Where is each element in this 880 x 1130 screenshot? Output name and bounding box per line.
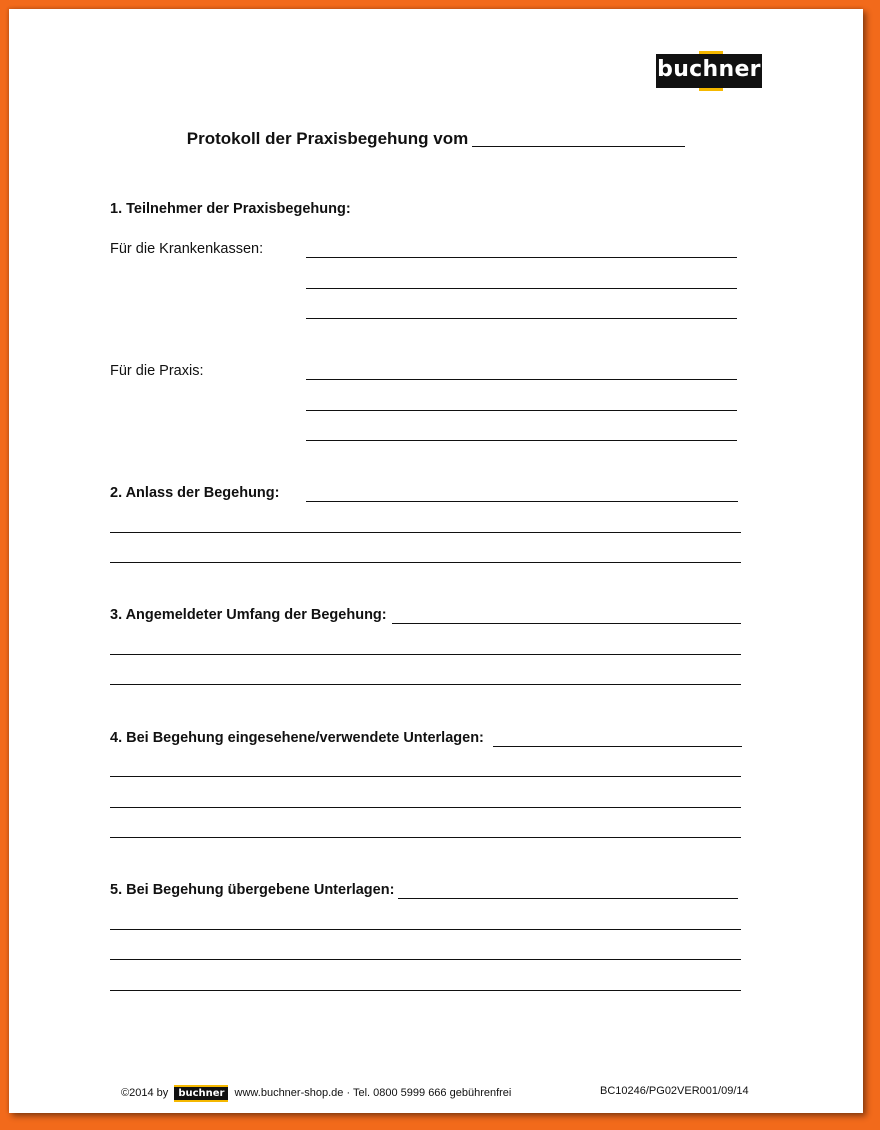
logo-accent-top	[699, 51, 723, 54]
unterlagen-eingesehen-line-2[interactable]	[110, 776, 741, 777]
praxis-line-3[interactable]	[306, 440, 737, 441]
logo-text: buchner	[657, 57, 761, 82]
umfang-line-1[interactable]	[392, 623, 741, 624]
unterlagen-uebergeben-line-3[interactable]	[110, 959, 741, 960]
section-1-heading: 1. Teilnehmer der Praxisbegehung:	[110, 201, 351, 217]
section-2-heading: 2. Anlass der Begehung:	[110, 485, 280, 501]
krankenkassen-line-1[interactable]	[306, 257, 737, 258]
section-5-heading: 5. Bei Begehung übergebene Unterlagen:	[110, 882, 395, 898]
footer-contact: www.buchner-shop.de · Tel. 0800 5999 666 gebührenfrei	[234, 1087, 512, 1099]
anlass-line-3[interactable]	[110, 562, 741, 563]
footer-buchner-logo: buchner	[174, 1085, 228, 1102]
unterlagen-eingesehen-line-1[interactable]	[493, 746, 742, 747]
krankenkassen-line-3[interactable]	[306, 318, 737, 319]
footer	[121, 1085, 511, 1102]
form-page	[9, 9, 863, 1113]
footer-copyright: ©2014 by	[121, 1087, 169, 1099]
unterlagen-eingesehen-line-4[interactable]	[110, 837, 741, 838]
date-blank-line[interactable]	[472, 130, 685, 147]
praxis-line-2[interactable]	[306, 410, 737, 411]
logo-accent-bottom	[699, 88, 723, 91]
anlass-line-1[interactable]	[306, 501, 738, 502]
anlass-line-2[interactable]	[110, 532, 741, 533]
document-code: BC10246/PG02VER001/09/14	[600, 1085, 749, 1097]
unterlagen-uebergeben-line-1[interactable]	[398, 898, 738, 899]
buchner-logo	[656, 54, 762, 88]
umfang-line-3[interactable]	[110, 684, 741, 685]
umfang-line-2[interactable]	[110, 654, 741, 655]
label-krankenkassen: Für die Krankenkassen:	[110, 241, 264, 257]
krankenkassen-line-2[interactable]	[306, 288, 737, 289]
unterlagen-uebergeben-line-4[interactable]	[110, 990, 741, 991]
praxis-line-1[interactable]	[306, 379, 737, 380]
page-title	[9, 129, 863, 149]
section-4-heading: 4. Bei Begehung eingesehene/verwendete Unterlagen:	[110, 730, 484, 746]
unterlagen-uebergeben-line-2[interactable]	[110, 929, 741, 930]
section-3-heading: 3. Angemeldeter Umfang der Begehung:	[110, 607, 387, 623]
page-title-text: Protokoll der Praxisbegehung vom	[186, 129, 469, 148]
unterlagen-eingesehen-line-3[interactable]	[110, 807, 741, 808]
label-praxis: Für die Praxis:	[110, 363, 204, 379]
